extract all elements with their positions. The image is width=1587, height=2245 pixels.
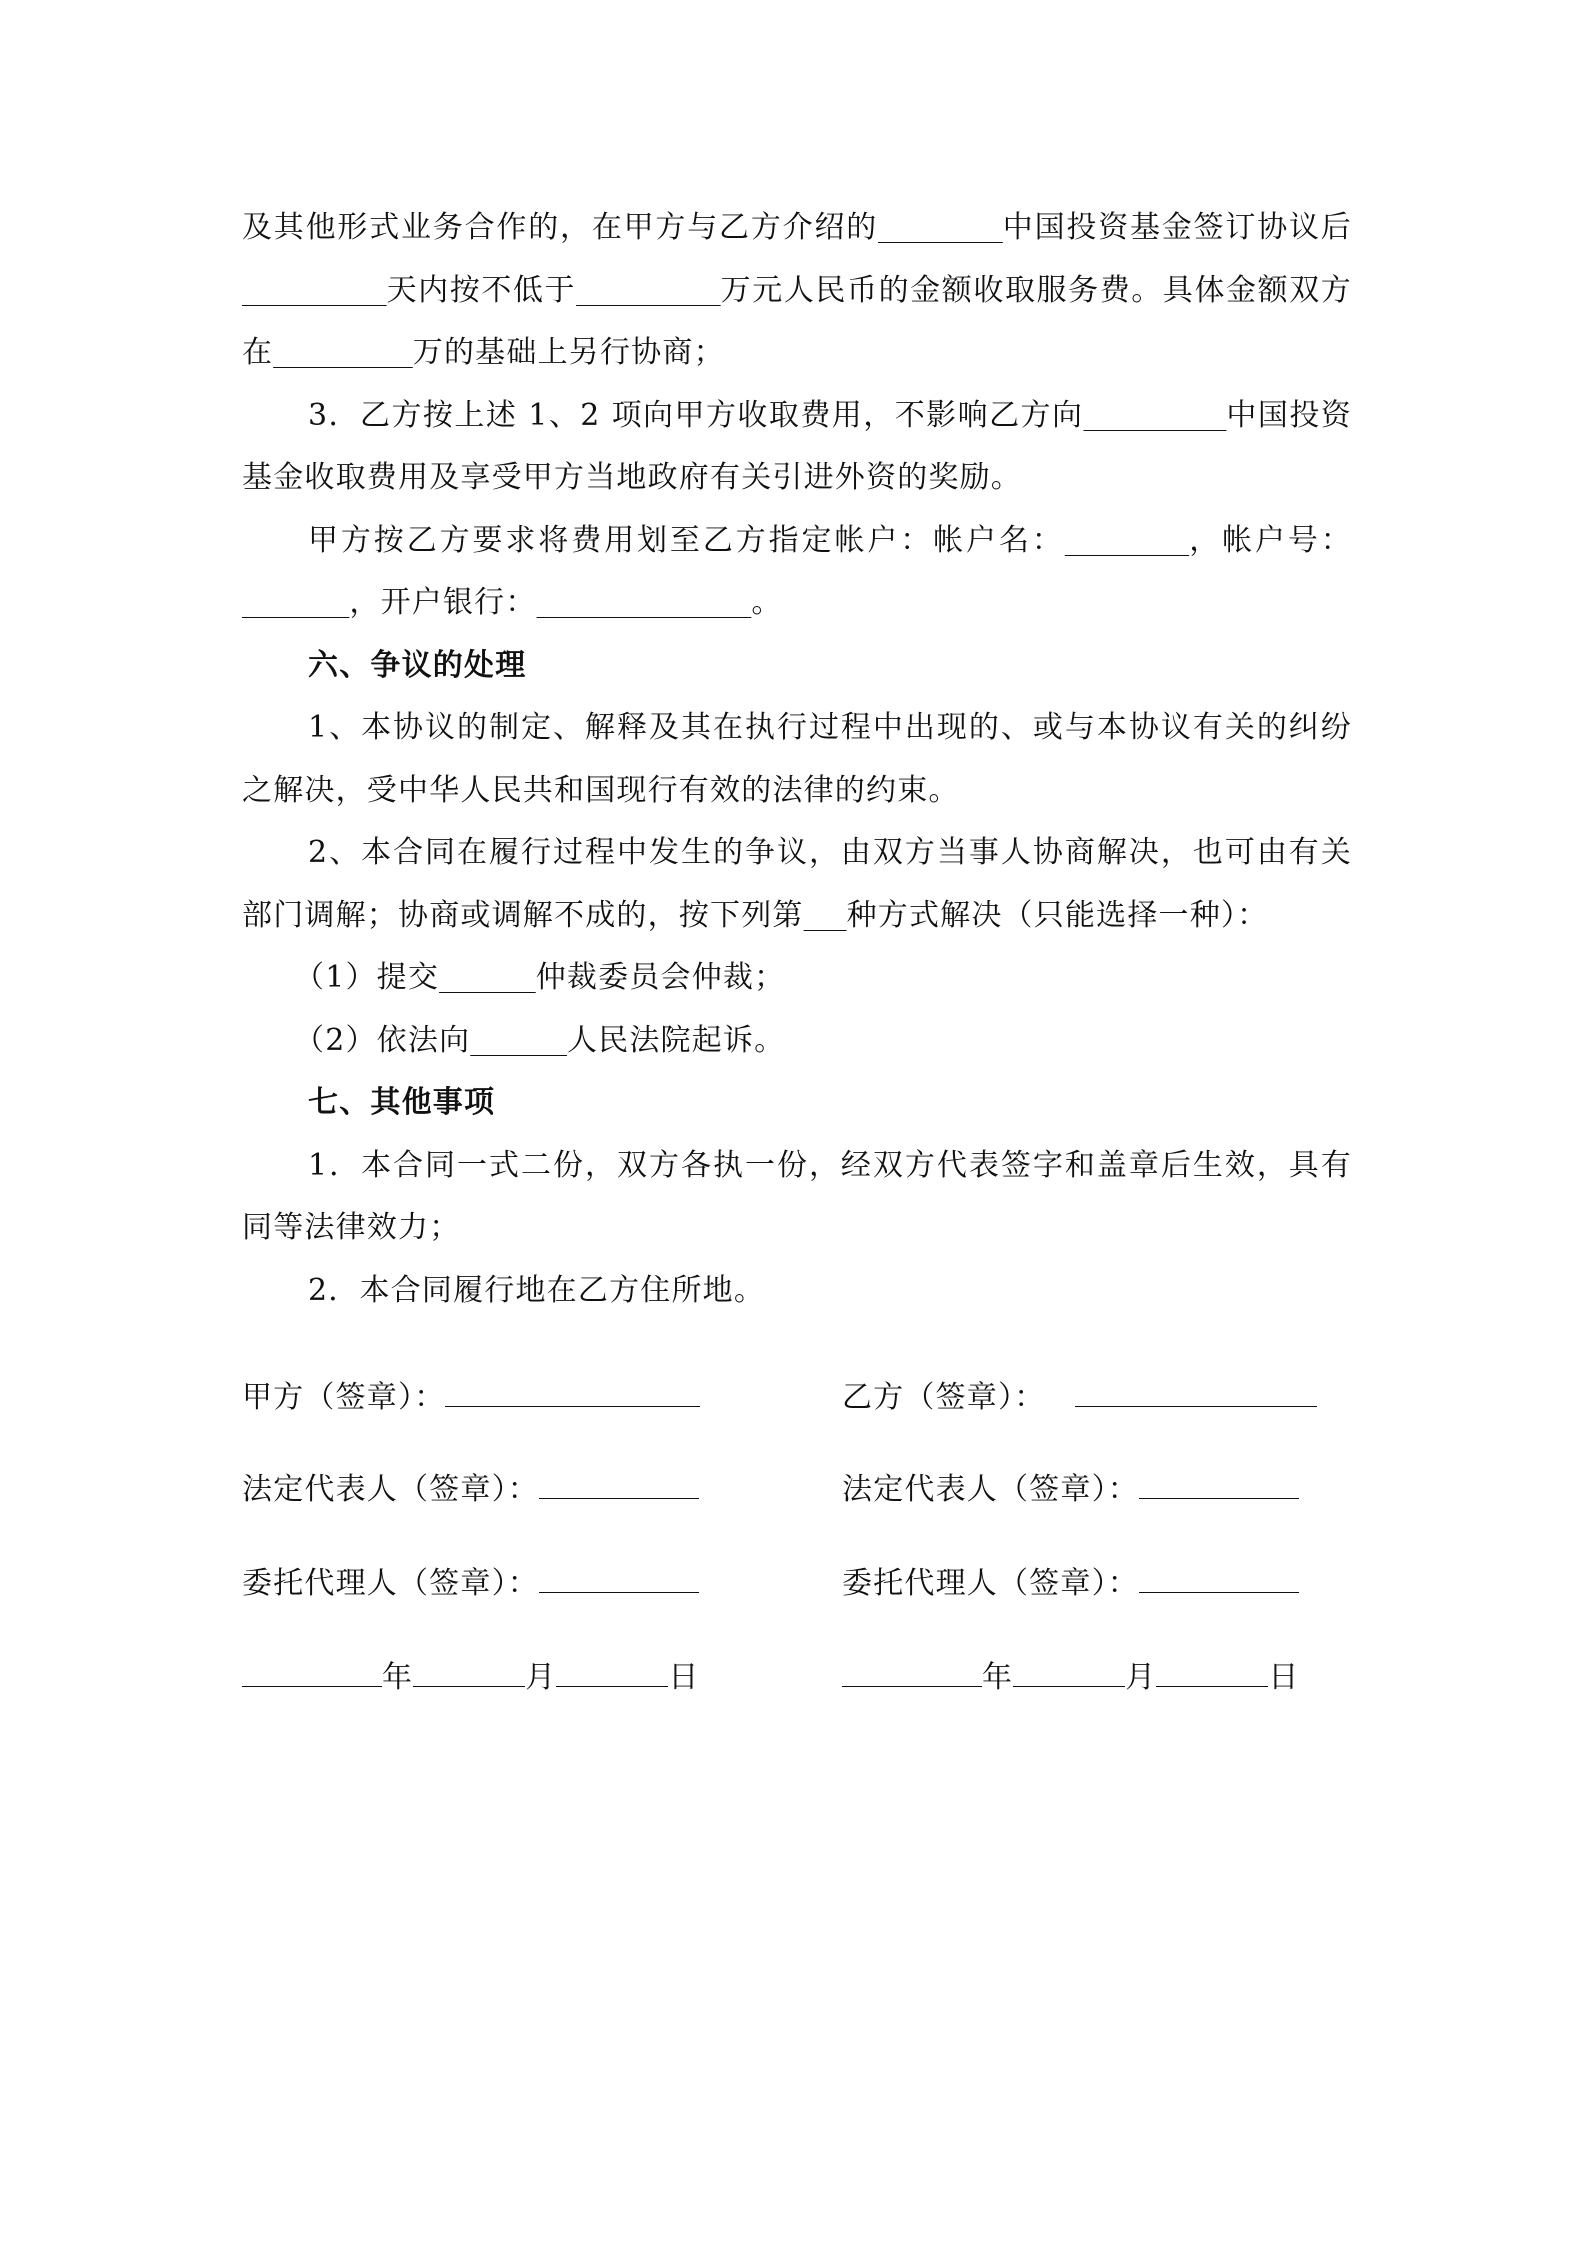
amount-blank [576,273,721,308]
days-blank [242,273,387,308]
party-b-signature [842,1378,1317,1418]
section-6-heading: 六、争议的处理 [308,647,527,683]
account-text-1: 甲方按乙方要求将费用划至乙方指定帐户：帐户名： [308,522,1065,558]
fee-text-1: 及其他形式业务合作的，在甲方与乙方介绍的 [242,210,879,245]
option-1-text-2: 仲裁委员会仲裁； [535,960,786,995]
contract-body [242,197,1352,1322]
party-a-agent [242,1564,699,1604]
fee-text-2: 中国投资基金签订协议后 [1002,210,1353,245]
account-text-4: 。 [751,585,783,620]
party-a-agent-line [539,1564,699,1593]
party-a-date [242,1658,700,1698]
party-b-agent [842,1564,1299,1604]
party-a-legal-rep [242,1470,699,1510]
party-b-label: 乙方（签章）： [842,1380,1046,1415]
party-b-legal-rep [842,1470,1299,1510]
party-b-month-line [1013,1658,1125,1687]
party-a-line [445,1378,700,1407]
clause-3-text-2: 中国投资基金收取费用及享受甲方当地政府有关引进外资的奖励。 [242,397,1352,495]
party-a-agent-label: 委托代理人（签章）： [242,1566,539,1601]
account-text-3: ，开户银行： [349,585,537,620]
clause-3-text-1: 3．乙方按上述 1、2 项向甲方收取费用，不影响乙方向 [308,397,1084,433]
party-a-month-line [413,1658,525,1687]
court-blank [470,1023,567,1058]
party-a-legal-rep-line [539,1470,699,1499]
account-number-blank [242,585,349,620]
fee-text-3: 天内按不低于 [386,272,577,308]
clause-3-fund-blank [1083,398,1226,433]
party-a-day-label: 日 [668,1660,700,1695]
clause-2-text-2: 种方式解决（只能选择一种）： [846,897,1269,933]
party-a-label: 甲方（签章）： [242,1380,446,1415]
account-name-blank [1065,523,1189,558]
option-2-text-1: （2）依法向 [294,1022,471,1058]
party-a-year-line [242,1658,382,1687]
bank-name-blank [537,585,752,620]
option-1-text-1: （1）提交 [294,960,440,995]
party-b-agent-label: 委托代理人（签章）： [842,1566,1139,1601]
party-a-month-label: 月 [525,1660,557,1695]
party-b-day-line [1156,1658,1268,1687]
section-7-clause-2: 2．本合同履行地在乙方住所地。 [308,1272,766,1308]
party-b-agent-line [1139,1564,1299,1593]
method-number-blank [804,898,847,933]
section-7-heading: 七、其他事项 [308,1085,496,1120]
section-6-clause-1: 1、本协议的制定、解释及其在执行过程中出现的、或与本协议有关的纠纷之解决，受中华人民共和国现行有效的法律的约束。 [242,710,1352,808]
fee-clause-3 [242,385,1352,510]
party-a-day-line [556,1658,668,1687]
account-paragraph [242,510,1352,635]
party-b-legal-rep-line [1139,1470,1299,1499]
arbitration-blank [439,960,536,995]
fee-text-5: 万的基础上另行协商； [412,335,725,370]
party-b-date [842,1658,1300,1698]
option-court [242,1010,1352,1073]
option-arbitration [242,947,1352,1010]
party-b-line [1075,1378,1317,1407]
clause-2-text-1: 2、本合同在履行过程中发生的争议，由双方当事人协商解决，也可由有关部门调解；协商或调解不成的，按下列第 [242,835,1352,933]
fund-name-blank [878,210,1003,245]
section-6-clause-2 [242,822,1352,947]
party-b-day-label: 日 [1268,1660,1300,1695]
party-a-year-label: 年 [382,1660,414,1695]
party-b-year-label: 年 [982,1660,1014,1695]
party-b-legal-rep-label: 法定代表人（签章）： [842,1472,1139,1507]
party-b-year-line [842,1658,982,1687]
fee-paragraph-continued [242,197,1352,385]
party-a-signature [242,1378,700,1418]
party-b-month-label: 月 [1125,1660,1157,1695]
section-7-clause-1: 1．本合同一式二份，双方各执一份，经双方代表签字和盖章后生效，具有同等法律效力； [242,1147,1352,1245]
account-text-2: ，帐户号： [1189,522,1352,558]
party-a-legal-rep-label: 法定代表人（签章）： [242,1472,539,1507]
fee-text-4: 万元人民币的金额收取服务费。具体金额双方在 [242,272,1352,370]
option-2-text-2: 人民法院起诉。 [566,1022,786,1058]
base-amount-blank [273,335,413,370]
